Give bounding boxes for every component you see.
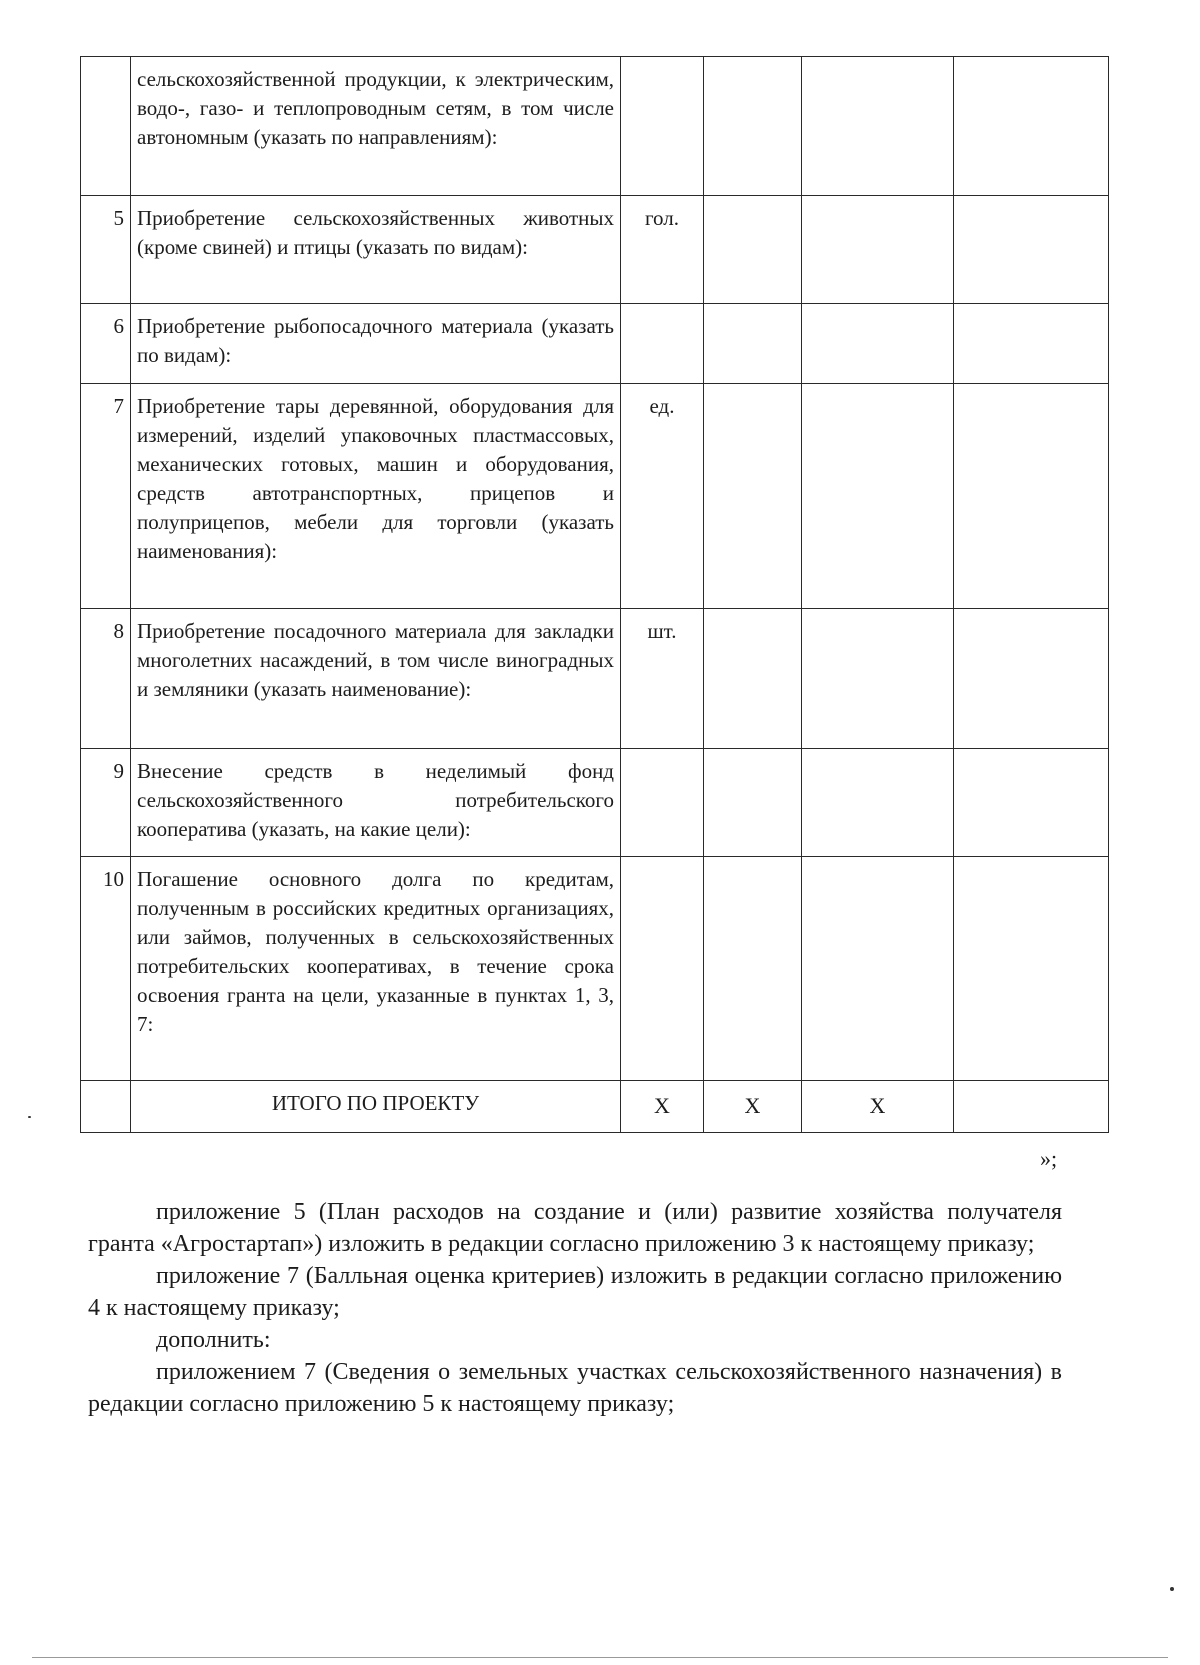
empty-cell bbox=[802, 857, 954, 1081]
empty-cell bbox=[802, 57, 954, 196]
table-row bbox=[81, 57, 1109, 196]
empty-cell bbox=[802, 749, 954, 857]
row-number: 6 bbox=[81, 304, 131, 384]
row-unit bbox=[621, 304, 704, 384]
row-number: 8 bbox=[81, 609, 131, 749]
row-item-name: Приобретение сельскохозяйственных животных (кроме свиней) и птицы (указать по видам): bbox=[131, 196, 621, 304]
empty-cell bbox=[802, 609, 954, 749]
scan-speck bbox=[28, 1116, 31, 1118]
scan-speck bbox=[1170, 1587, 1174, 1591]
table-row bbox=[81, 857, 1109, 1081]
row-number: 5 bbox=[81, 196, 131, 304]
empty-cell bbox=[704, 196, 802, 304]
paragraph: приложение 5 (План расходов на создание и (или) развитие хозяйства получателя гранта «Агростартап») изложить в редакции согласно приложению 3 к настоящему приказу; bbox=[88, 1199, 1062, 1257]
empty-cell bbox=[954, 857, 1109, 1081]
scan-edge-line bbox=[32, 1657, 1168, 1658]
expense-table bbox=[80, 56, 1109, 1133]
row-unit: ед. bbox=[621, 384, 704, 609]
total-row bbox=[81, 1081, 1109, 1133]
table-row bbox=[81, 609, 1109, 749]
empty-cell bbox=[704, 384, 802, 609]
table-row bbox=[81, 304, 1109, 384]
empty-cell bbox=[81, 1081, 131, 1133]
empty-cell bbox=[802, 196, 954, 304]
row-number bbox=[81, 57, 131, 196]
row-item-name: Приобретение рыбопосадочного материала (указать по видам): bbox=[131, 304, 621, 384]
empty-cell bbox=[954, 384, 1109, 609]
row-number: 10 bbox=[81, 857, 131, 1081]
amendment-text bbox=[88, 1196, 1062, 1420]
row-unit bbox=[621, 857, 704, 1081]
row-item-name: сельскохозяйственной продукции, к электрическим, водо-, газо- и теплопроводным сетям, в том числе автономным (указать по направлениям): bbox=[131, 57, 621, 196]
total-label: ИТОГО ПО ПРОЕКТУ bbox=[131, 1081, 621, 1133]
table-row bbox=[81, 749, 1109, 857]
empty-cell bbox=[704, 304, 802, 384]
total-x-mark: Х bbox=[802, 1081, 954, 1133]
row-unit bbox=[621, 57, 704, 196]
empty-cell bbox=[802, 384, 954, 609]
row-unit: гол. bbox=[621, 196, 704, 304]
empty-cell bbox=[954, 304, 1109, 384]
row-number: 7 bbox=[81, 384, 131, 609]
row-item-name: Приобретение тары деревянной, оборудования для измерений, изделий упаковочных пластмассовых, механических готовых, машин и оборудования, средств автотранспортных, прицепов и полуприцепов, мебели для торговли (указать наименования): bbox=[131, 384, 621, 609]
total-x-mark: Х bbox=[704, 1081, 802, 1133]
row-item-name: Погашение основного долга по кредитам, полученным в российских кредитных организациях, или займов, полученных в сельскохозяйственных потребительских кооперативах, в течение срока освоения гранта на цели, указанные в пунктах 1, 3, 7: bbox=[131, 857, 621, 1081]
empty-cell bbox=[802, 304, 954, 384]
row-unit: шт. bbox=[621, 609, 704, 749]
empty-cell bbox=[704, 857, 802, 1081]
total-value-cell bbox=[954, 1081, 1109, 1133]
total-x-mark: Х bbox=[621, 1081, 704, 1133]
empty-cell bbox=[954, 196, 1109, 304]
empty-cell bbox=[704, 749, 802, 857]
row-unit bbox=[621, 749, 704, 857]
paragraph: приложением 7 (Сведения о земельных участках сельскохозяйственного назначения) в редакции согласно приложению 5 к настоящему приказу; bbox=[88, 1359, 1062, 1417]
table-row bbox=[81, 196, 1109, 304]
table-row bbox=[81, 384, 1109, 609]
empty-cell bbox=[954, 57, 1109, 196]
row-item-name: Приобретение посадочного материала для закладки многолетних насаждений, в том числе виноградных и земляники (указать наименование): bbox=[131, 609, 621, 749]
row-number: 9 bbox=[81, 749, 131, 857]
empty-cell bbox=[954, 749, 1109, 857]
paragraph: дополнить: bbox=[156, 1327, 271, 1353]
empty-cell bbox=[704, 57, 802, 196]
empty-cell bbox=[704, 609, 802, 749]
closing-quote: »; bbox=[1040, 1146, 1058, 1171]
row-item-name: Внесение средств в неделимый фонд сельскохозяйственного потребительского кооператива (указать, на какие цели): bbox=[131, 749, 621, 857]
empty-cell bbox=[954, 609, 1109, 749]
paragraph: приложение 7 (Балльная оценка критериев) изложить в редакции согласно приложению 4 к настоящему приказу; bbox=[88, 1263, 1062, 1321]
